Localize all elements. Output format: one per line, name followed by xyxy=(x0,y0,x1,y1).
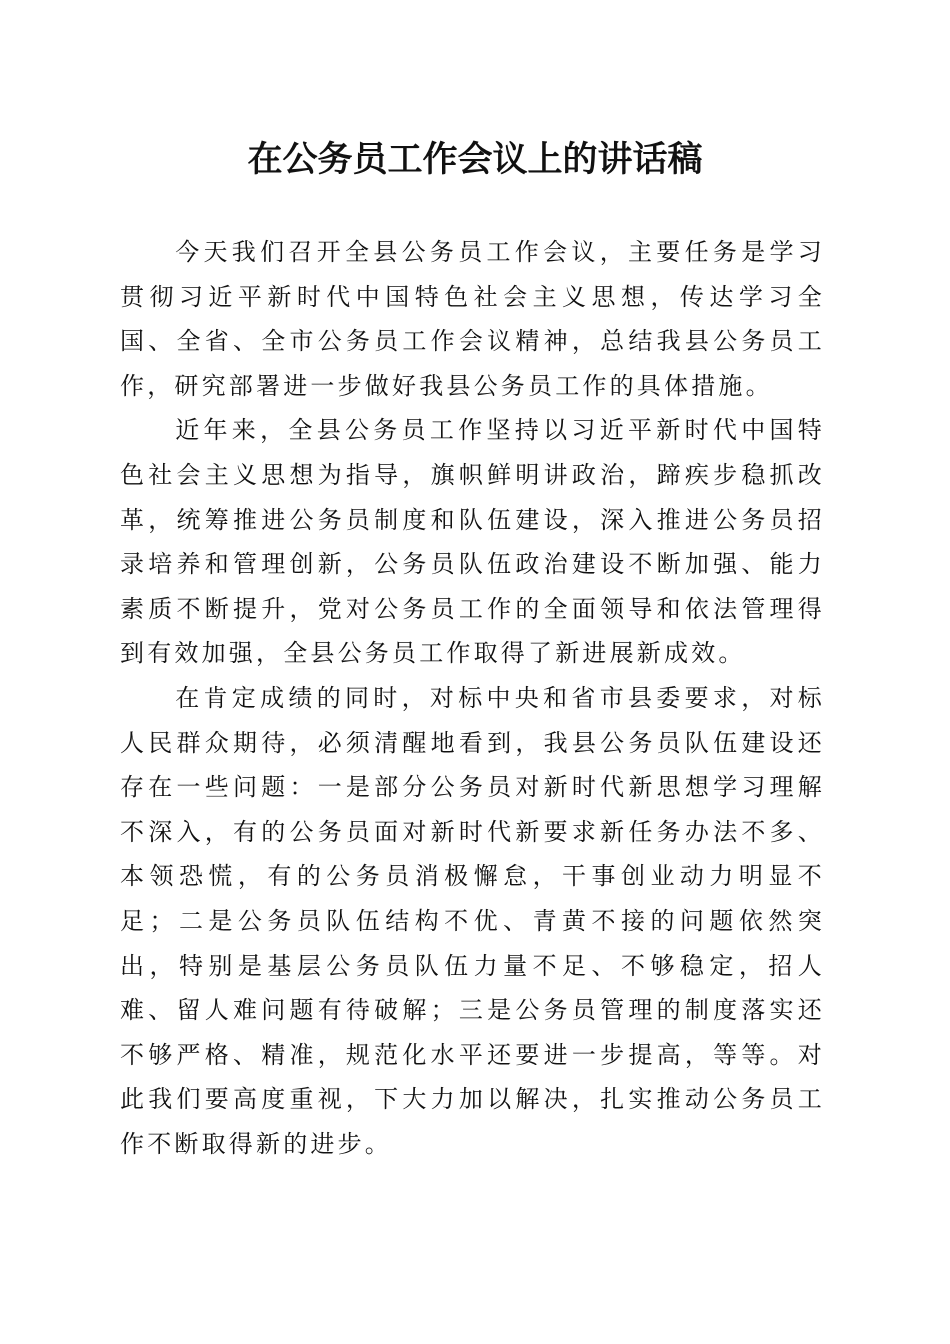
paragraph-2: 近年来，全县公务员工作坚持以习近平新时代中国特色社会主义思想为指导，旗帜鲜明讲政治，蹄疾步稳抓改革，统筹推进公务员制度和队伍建设，深入推进公务员招录培养和管理创新，公务员队伍政治建设不断加强、能力素质不断提升，党对公务员工作的全面领导和依法管理得到有效加强，全县公务员工作取得了新进展新成效。 xyxy=(120,416,825,668)
paragraph-3: 在肯定成绩的同时，对标中央和省市县委要求，对标人民群众期待，必须清醒地看到，我县公务员队伍建设还存在一些问题：一是部分公务员对新时代新思想学习理解不深入，有的公务员面对新时代新要求新任务办法不多、本领恐慌，有的公务员消极懈怠，干事创业动力明显不足；二是公务员队伍结构不优、青黄不接的问题依然突出，特别是基层公务员队伍力量不足、不够稳定，招人难、留人难问题有待破解；三是公务员管理的制度落实还不够严格、精准，规范化水平还要进一步提高，等等。对此我们要高度重视，下大力加以解决，扎实推动公务员工作不断取得新的进步。 xyxy=(120,683,825,1158)
paragraph-1: 今天我们召开全县公务员工作会议，主要任务是学习贯彻习近平新时代中国特色社会主义思想，传达学习全国、全省、全市公务员工作会议精神，总结我县公务员工作，研究部署进一步做好我县公务员工作的具体措施。 xyxy=(120,238,825,400)
document-body xyxy=(120,230,825,1166)
document-title: 在公务员工作会议上的讲话稿 xyxy=(247,139,703,180)
